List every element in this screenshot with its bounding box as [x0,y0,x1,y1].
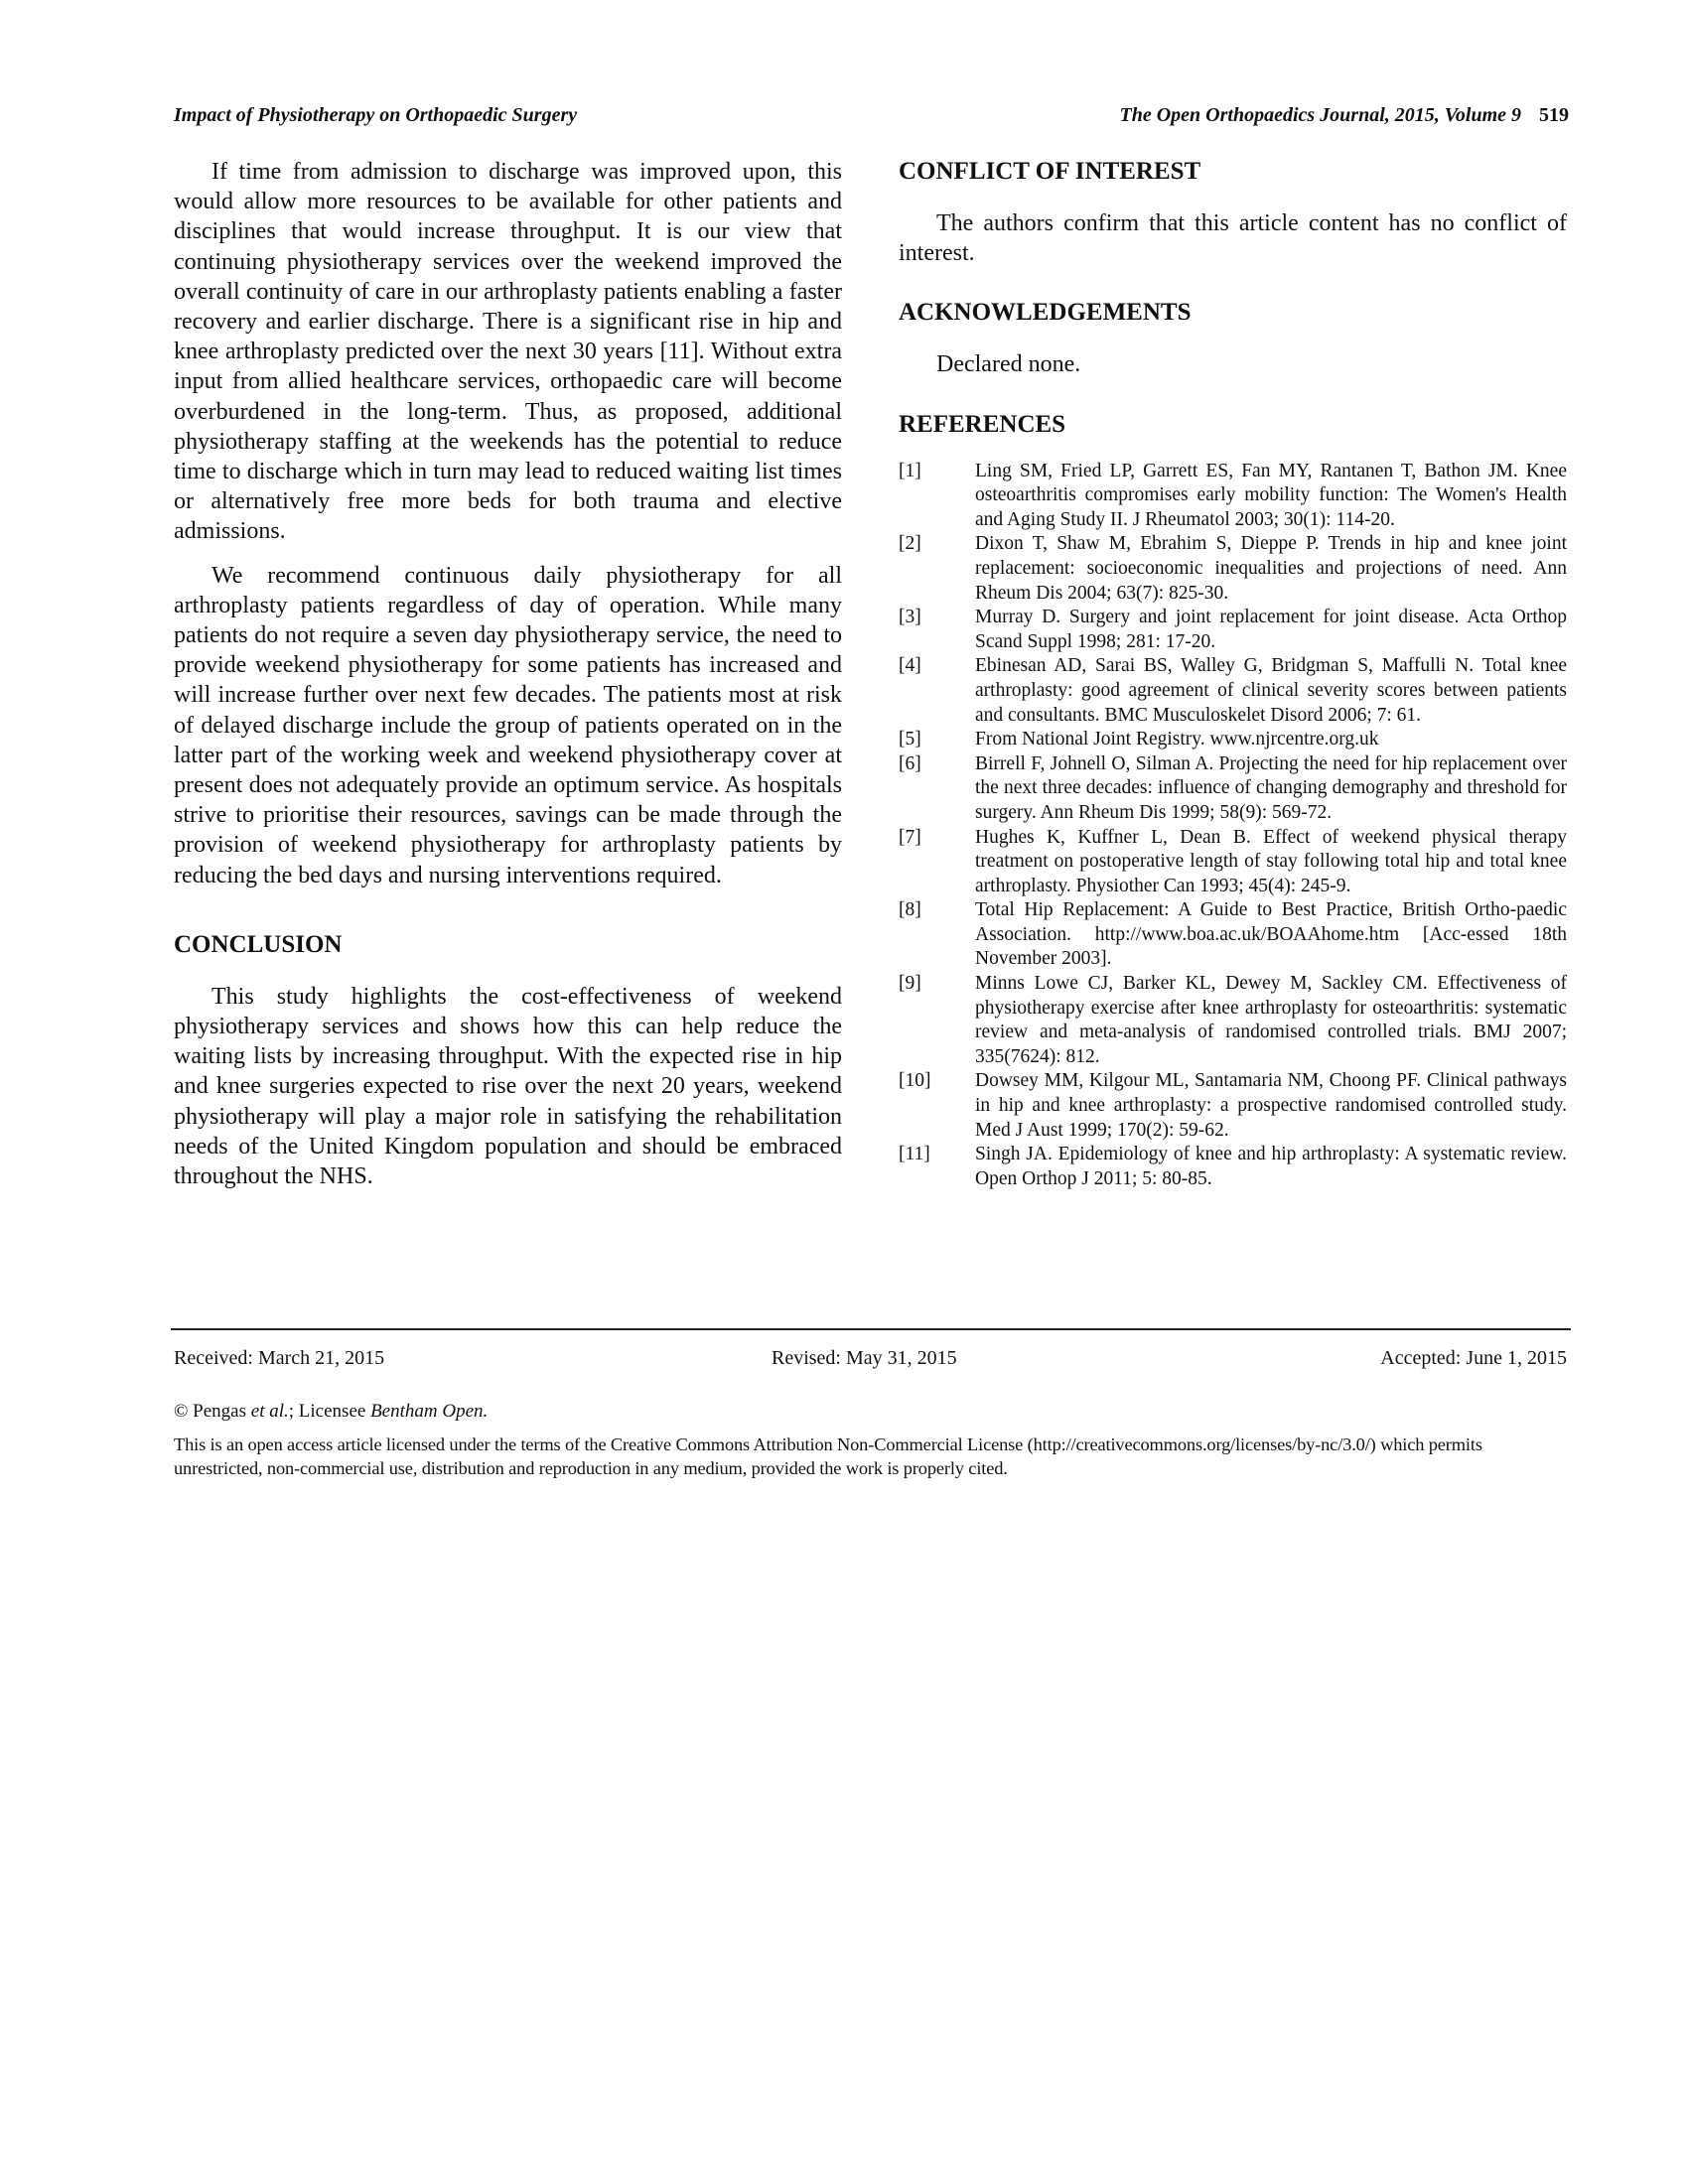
reference-text: Minns Lowe CJ, Barker KL, Dewey M, Sackley CM. Effectiveness of physiotherapy exercise after knee arthroplasty for osteoarthritis: systematic review and meta-analysis of randomised controlled trials. BMJ 2007; 335(7624): 812. [975,973,1567,1067]
reference-item [899,532,1567,606]
copyright-etal: et al. [250,1401,289,1422]
reference-item [899,752,1567,826]
reference-number: [4] [899,655,921,677]
acknowledgements-text: Declared none. [936,351,1081,378]
footer-divider [171,1328,1571,1330]
page-number: 519 [1539,104,1569,126]
reference-item [899,826,1567,899]
reference-item [899,606,1567,654]
running-header [174,104,1569,136]
copyright-publisher: Bentham Open. [370,1401,489,1422]
copyright-prefix: © Pengas [174,1401,251,1422]
reference-item [899,728,1567,752]
reference-number: [7] [899,826,921,848]
license-text: This is an open access article licensed under the terms of the Creative Commons Attribution Non-Commercial License (http://creativecommons.org/licenses/by-nc/3.0/) which permits unrestricted, non-commercial use, distribution and reproduction in any medium, provided the work is properly cited. [174,1433,1482,1478]
reference-text: Murray D. Surgery and joint replacement for joint disease. Acta Orthop Scand Suppl 1998; 281: 17-20. [975,607,1567,652]
left-column [174,157,842,1205]
conflict-of-interest-heading: CONFLICT OF INTEREST [899,158,1201,185]
header-journal-name: The Open Orthopaedics Journal, 2015, Volume 9 [1119,104,1521,126]
revised-date: Revised: May 31, 2015 [772,1347,957,1369]
header-journal-info [1120,104,1569,127]
reference-number: [9] [899,973,921,995]
reference-text: Hughes K, Kuffner L, Dean B. Effect of weekend physical therapy treatment on postoperative length of stay following total hip and total knee arthroplasty. Physiother Can 1993; 45(4): 245-9. [975,826,1567,896]
reference-item [899,460,1567,533]
header-article-title: Impact of Physiotherapy on Orthopaedic Surgery [174,104,578,126]
reference-item [899,898,1567,972]
acknowledgements-heading: ACKNOWLEDGEMENTS [899,299,1192,327]
body-paragraph-2: We recommend continuous daily physiotherapy for all arthroplasty patients regardless of day of operation. While many patients do not require a seven day physiotherapy service, the need to provide weekend physiotherapy for some patients has increased and will increase further over next few decades. The patients most at risk of delayed discharge include the group of patients operated on in the latter part of the working week and weekend physiotherapy cover at present does not adequately provide an optimum service. As hospitals strive to prioritise their resources, savings can be made through the provision of weekend physiotherapy for arthroplasty patients by reducing the bed days and nursing interventions required. [174,562,842,888]
reference-text: Birrell F, Johnell O, Silman A. Projecting the need for hip replacement over the next three decades: influence of changing demography and threshold for surgery. Ann Rheum Dis 1999; 58(9): 569-72. [975,752,1567,823]
reference-text: Ling SM, Fried LP, Garrett ES, Fan MY, Rantanen T, Bathon JM. Knee osteoarthritis compromises early mobility function: The Women's Health and Aging Study II. J Rheumatol 2003; 30(1): 114-20. [975,460,1567,530]
copyright-mid: ; Licensee [288,1401,371,1422]
reference-number: [11] [899,1144,930,1165]
license-block [174,1400,1574,1481]
reference-text: Ebinesan AD, Sarai BS, Walley G, Bridgman S, Maffulli N. Total knee arthroplasty: good agreement of clinical severity scores between patients and consultants. BMC Musculoskelet Disord 2006; 7: 61. [975,655,1567,726]
conclusion-paragraph: This study highlights the cost-effectiveness of weekend physiotherapy services and shows how this can help reduce the waiting lists by increasing throughput. With the expected rise in hip and knee surgeries expected to rise over the next 20 years, weekend physiotherapy will play a major role in satisfying the rehabilitation needs of the United Kingdom population and should be embraced throughout the NHS. [174,983,842,1190]
accepted-date: Accepted: June 1, 2015 [1380,1347,1567,1369]
references-heading: REFERENCES [899,410,1066,438]
received-date: Received: March 21, 2015 [174,1347,385,1369]
reference-item [899,1143,1567,1191]
reference-text: Total Hip Replacement: A Guide to Best Practice, British Ortho-paedic Association. http://www.boa.ac.uk/BOAAhome.htm [Acc-essed 18th November 2003]. [975,899,1567,970]
reference-number: [2] [899,533,921,555]
reference-number: [3] [899,607,921,628]
conflict-of-interest-text: The authors confirm that this article content has no conflict of interest. [899,210,1567,267]
reference-number: [10] [899,1070,931,1092]
reference-item [899,972,1567,1069]
reference-number: [5] [899,729,921,751]
reference-list [899,460,1567,1192]
reference-text: Dowsey MM, Kilgour ML, Santamaria NM, Choong PF. Clinical pathways in hip and knee arthroplasty: a prospective randomised controlled study. Med J Aust 1999; 170(2): 59-62. [975,1070,1567,1141]
reference-text: From National Joint Registry. www.njrcentre.org.uk [975,729,1379,751]
reference-number: [8] [899,899,921,921]
reference-number: [1] [899,460,921,481]
reference-item [899,1069,1567,1143]
copyright-line [174,1400,1574,1425]
reference-text: Singh JA. Epidemiology of knee and hip arthroplasty: A systematic review. Open Orthop J 2011; 5: 80-85. [975,1144,1567,1189]
body-paragraph-1: If time from admission to discharge was improved upon, this would allow more resources to be available for other patients and disciplines that would increase throughput. It is our view that continuing physiotherapy services over the weekend improved the overall continuity of care in our arthroplasty patients enabling a faster recovery and earlier discharge. There is a significant rise in hip and knee arthroplasty predicted over the next 30 years [11]. Without extra input from allied healthcare services, orthopaedic care will become overburdened in the long-term. Thus, as proposed, additional physiotherapy staffing at the weekends has the potential to reduce time to discharge which in turn may lead to reduced waiting list times or alternatively free more beds for both trauma and elective admissions. [174,159,842,545]
reference-item [899,654,1567,728]
conclusion-heading: CONCLUSION [174,930,343,958]
reference-number: [6] [899,752,921,774]
right-column [899,157,1567,1191]
reference-text: Dixon T, Shaw M, Ebrahim S, Dieppe P. Trends in hip and knee joint replacement: socioeconomic inequalities and projections of need. Ann Rheum Dis 2004; 63(7): 825-30. [975,533,1567,604]
